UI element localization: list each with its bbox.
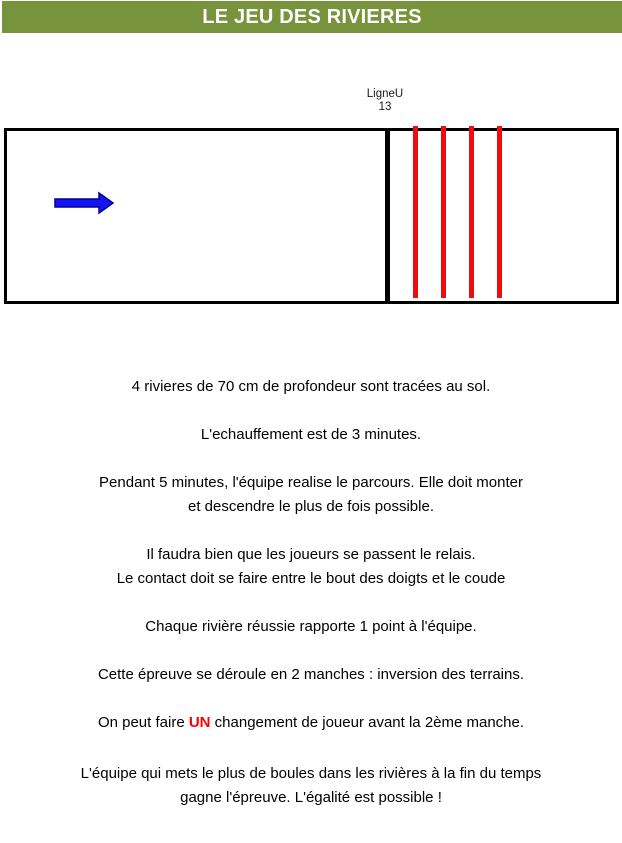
rule-line: 4 rivieres de 70 cm de profondeur sont tracées au sol.: [131, 378, 491, 395]
river-line-1: [413, 126, 418, 298]
rule-relay: [0, 543, 622, 591]
rules-text: [0, 375, 622, 834]
rule-victory: [0, 762, 622, 810]
rule-line: Chaque rivière réussie rapporte 1 point à l'équipe.: [145, 618, 477, 635]
rule-substitution-suffix: changement de joueur avant la 2ème manche.: [210, 714, 525, 731]
rule-substitution: [0, 711, 622, 735]
rule-line: Cette épreuve se déroule en 2 manches : inversion des terrains.: [97, 666, 525, 683]
rule-points: [0, 615, 622, 639]
page-title: LE JEU DES RIVIERES: [202, 5, 422, 28]
ligne-u13-label-line1: LigneU: [366, 88, 404, 100]
page-title-bar: [2, 1, 622, 33]
rule-line: Pendant 5 minutes, l'équipe realise le parcours. Elle doit monter: [99, 474, 523, 491]
rule-substitution-highlight: UN: [188, 714, 211, 731]
direction-arrow-icon: [52, 190, 116, 216]
rule-line: L'équipe qui mets le plus de boules dans les rivières à la fin du temps: [80, 765, 542, 782]
rule-warmup: [0, 423, 622, 447]
field-divider-line: [385, 128, 390, 304]
rule-line: Il faudra bien que les joueurs se passent le relais.: [146, 546, 476, 563]
river-line-4: [497, 126, 502, 298]
ligne-u13-label: [325, 88, 445, 114]
rule-line: et descendre le plus de fois possible.: [188, 498, 434, 515]
river-line-2: [441, 126, 446, 298]
rule-line: gagne l'épreuve. L'égalité est possible !: [180, 789, 442, 806]
rule-line: Le contact doit se faire entre le bout des doigts et le coude: [116, 570, 506, 587]
rule-substitution-prefix: On peut faire: [97, 714, 189, 731]
river-line-3: [469, 126, 474, 298]
ligne-u13-label-line2: 13: [378, 101, 392, 113]
rule-line: L'echauffement est de 3 minutes.: [200, 426, 422, 443]
rule-manches: [0, 663, 622, 687]
rule-rivers: [0, 375, 622, 399]
rule-line: [98, 714, 524, 731]
playing-field-rectangle: [4, 128, 619, 304]
arrow-shape: [55, 193, 113, 213]
rule-course: [0, 471, 622, 519]
